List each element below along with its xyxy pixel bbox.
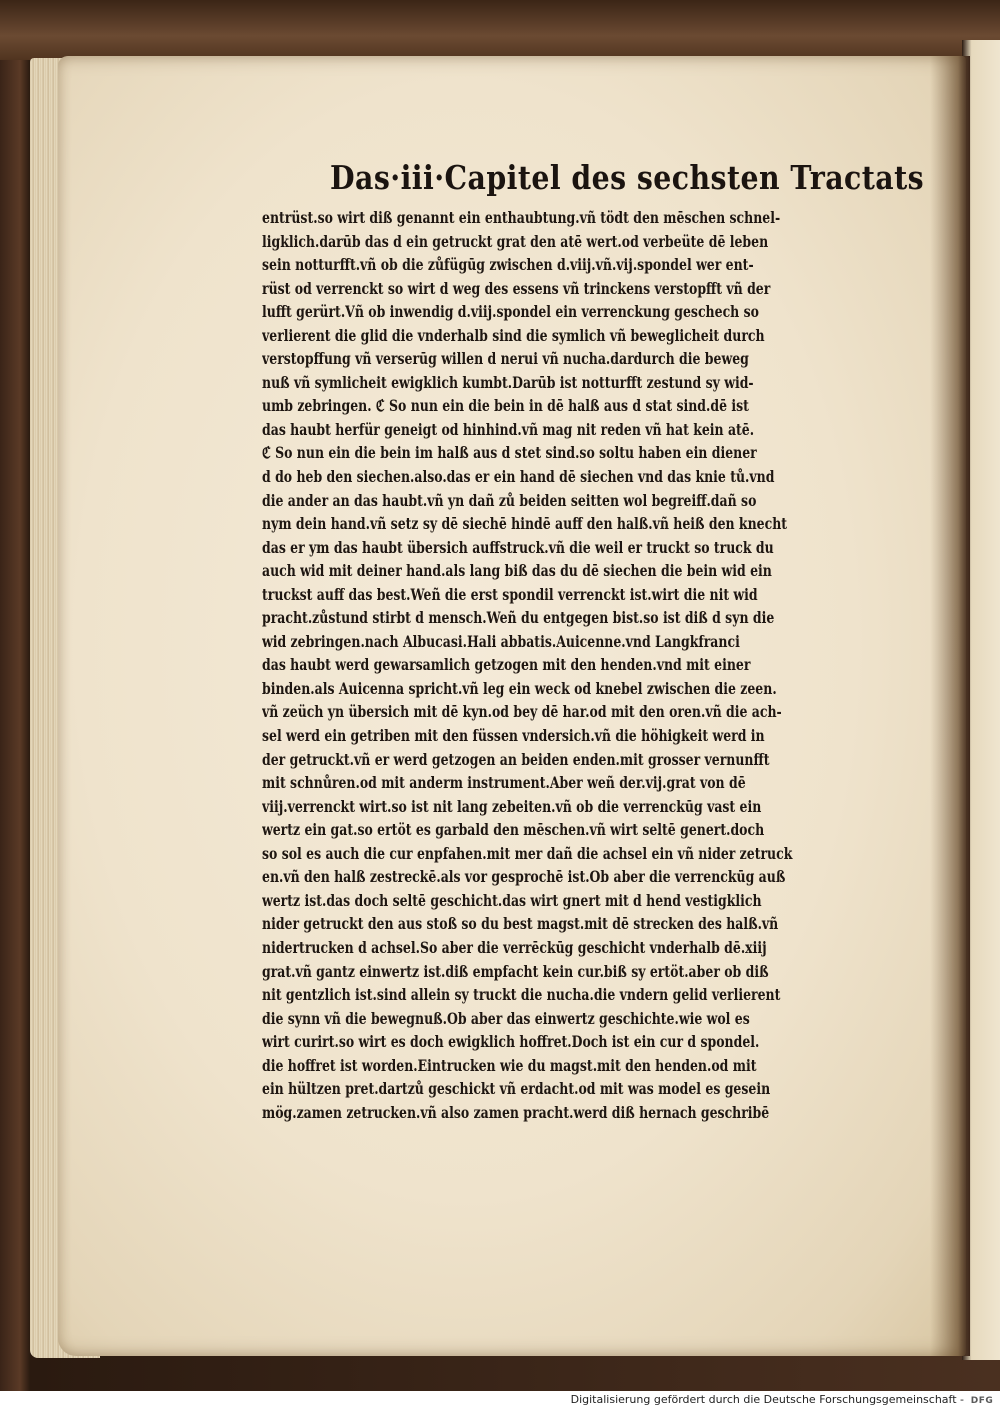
- text-line: wertz ist.das doch seltē geschicht.das wirt gnert mit d hend vestigklich: [262, 890, 762, 910]
- text-line: umb zebringen. ℭ So nun ein die bein in dē halß aus d stat sind.dē ist: [262, 396, 749, 416]
- text-line: das er ym das haubt übersich auffstruck.vñ die weil er truckt so truck du: [262, 537, 774, 557]
- text-line: mit schnůren.od mit anderm instrument.Aber weñ der.vij.grat von dē: [262, 773, 746, 793]
- text-line: truckst auff das best.Weñ die erst spondil verrenckt ist.wirt die nit wid: [262, 584, 758, 604]
- text-line: nider getruckt den aus stoß so du best magst.mit dē strecken des halß.vñ: [262, 914, 779, 934]
- chapter-heading: Das·iii·Capitel des sechsten Tractats: [330, 158, 925, 197]
- text-line: verstopffung vñ verserūg willen d nerui vñ nucha.dardurch die beweg: [262, 349, 749, 369]
- text-line: d do heb den siechen.also.das er ein hand dē siechen vnd das knie tů.vnd: [262, 467, 775, 487]
- text-line: lufft gerürt.Vñ ob inwendig d.viij.spondel ein verrenckung geschech so: [262, 302, 759, 322]
- text-line: entrüst.so wirt diß genannt ein enthaubtung.vñ tödt den mēschen schnel-: [262, 208, 781, 227]
- dfg-logo: DFG: [970, 1396, 994, 1406]
- funding-credit: Digitalisierung gefördert durch die Deutsche Forschungsgemeinschaft -: [570, 1393, 964, 1406]
- text-line: wid zebringen.nach Albucasi.Hali abbatis.Auicenne.vnd Langkfranci: [262, 631, 740, 651]
- text-line: das haubt herfür geneigt od hinhind.vñ mag nit reden vñ hat kein atē.: [262, 419, 755, 439]
- text-line: nym dein hand.vñ setz sy dē siechē hindē auff den halß.vñ heiß den knecht: [262, 514, 788, 534]
- text-line: en.vñ den halß zestreckē.als vor gesprochē ist.Ob aber die verrenckūg auß: [262, 867, 786, 887]
- text-line: binden.als Auicenna spricht.vñ leg ein weck od knebel zwischen die zeen.: [262, 678, 777, 698]
- text-line: die synn vñ die bewegnuß.Ob aber das einwertz geschichte.wie wol es: [262, 1008, 750, 1028]
- text-line: pracht.zůstund stirbt d mensch.Weñ du entgegen bist.so ist diß d syn die: [262, 608, 775, 628]
- body-text-block: [262, 206, 922, 1124]
- text-line: grat.vñ gantz einwertz ist.diß empfacht kein cur.biß sy ertöt.aber ob diß: [262, 961, 769, 981]
- text-line: so sol es auch die cur enpfahen.mit mer dañ die achsel ein vñ nider zetruck: [262, 843, 793, 863]
- text-line: der getruckt.vñ er werd getzogen an beiden enden.mit grosser vernunfft: [262, 749, 770, 769]
- text-line: ein hültzen pret.dartzů geschickt vñ erdacht.od mit was model es gesein: [262, 1079, 771, 1099]
- footer-bar: [0, 1391, 1000, 1411]
- text-line: nit gentzlich ist.sind allein sy truckt die nucha.die vndern gelid verlierent: [262, 985, 781, 1005]
- text-line: das haubt werd gewarsamlich getzogen mit den henden.vnd mit einer: [262, 655, 751, 675]
- text-line: viij.verrenckt wirt.so ist nit lang zebeiten.vñ ob die verrenckūg vast ein: [262, 796, 762, 816]
- text-line: vñ zeüch yn übersich mit dē kyn.od bey dē har.od mit den oren.vñ die ach-: [262, 702, 782, 722]
- text-line: ℭ So nun ein die bein im halß aus d stet sind.so soltu haben ein diener: [262, 443, 757, 463]
- text-line: ligklich.darūb das d ein getruckt grat den atē wert.od verbeüte dē leben: [262, 231, 769, 251]
- text-line: sel werd ein getriben mit den füssen vndersich.vñ die höhigkeit werd in: [262, 726, 765, 746]
- text-line: die hoffret ist worden.Eintrucken wie du magst.mit den henden.od mit: [262, 1055, 757, 1075]
- text-line: rüst od verrenckt so wirt d weg des essens vñ trinckens verstopfft vñ der: [262, 278, 771, 298]
- text-line: nidertrucken d achsel.So aber die verrēckūg geschicht vnderhalb dē.xiij: [262, 937, 767, 957]
- text-line: nuß vñ symlicheit ewigklich kumbt.Darūb ist notturfft zestund sy wid-: [262, 372, 754, 392]
- text-line: auch wid mit deiner hand.als lang biß das du dē siechen die bein wid ein: [262, 561, 772, 581]
- text-line: sein notturfft.vñ ob die zůfügūg zwischen d.viij.vñ.vij.spondel wer ent-: [262, 255, 754, 275]
- text-line: verlierent die glid die vnderhalb sind die symlich vñ beweglicheit durch: [262, 325, 765, 345]
- text-line: wirt curirt.so wirt es doch ewigklich hoffret.Doch ist ein cur d spondel.: [262, 1032, 760, 1052]
- text-line: wertz ein gat.so ertöt es garbald den mēschen.vñ wirt seltē genert.doch: [262, 820, 765, 840]
- page-gutter-shadow: [930, 56, 970, 1356]
- text-line: die ander an das haubt.vñ yn dañ zů beiden seitten wol begreiff.dañ so: [262, 490, 757, 510]
- book-cover-edge: [0, 0, 1000, 60]
- text-line: mög.zamen zetrucken.vñ also zamen pracht.werd diß hernach geschribē: [262, 1102, 770, 1122]
